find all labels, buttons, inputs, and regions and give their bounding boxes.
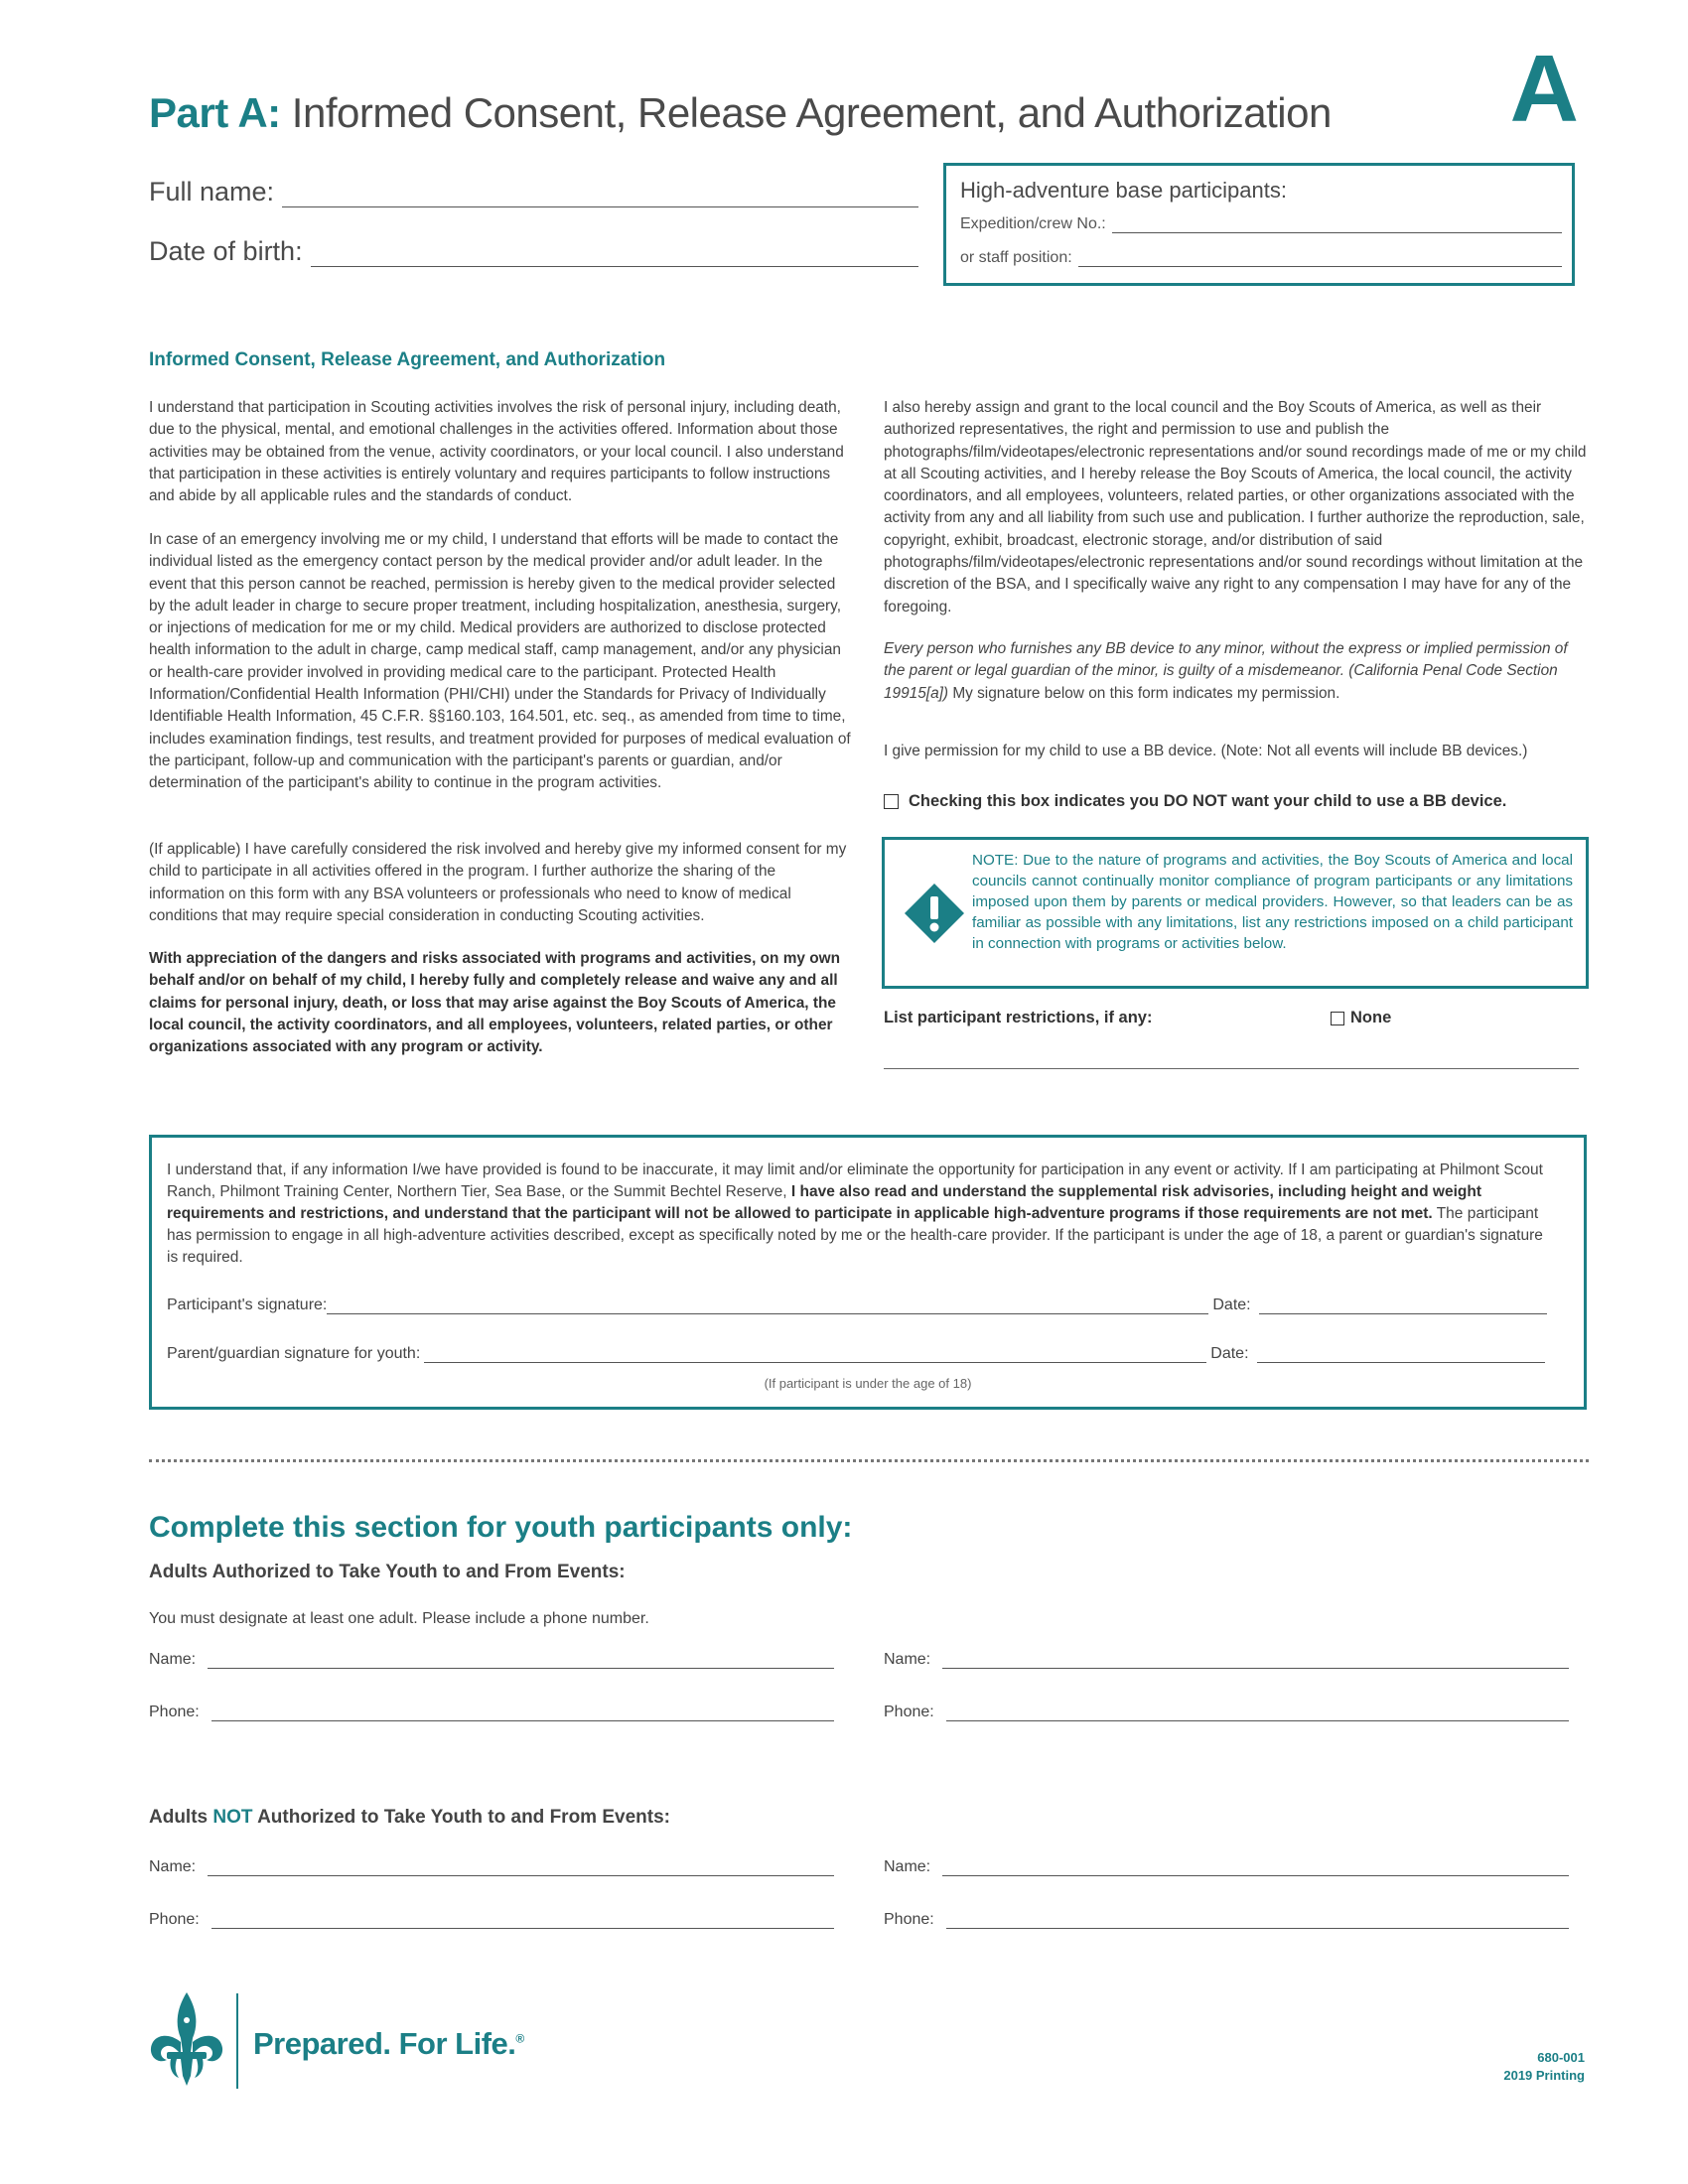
authorized-name-1[interactable] (149, 1651, 834, 1669)
participant-signature-label: Participant's signature: (167, 1297, 328, 1313)
phone-label: Phone: (149, 1911, 200, 1928)
under-18-note: (If participant is under the age of 18) (764, 1376, 972, 1391)
none-option[interactable] (1331, 1009, 1391, 1027)
form-code (1503, 2049, 1585, 2085)
dob-field[interactable] (149, 236, 918, 267)
title-lead: Part A: (149, 89, 281, 136)
media-paragraph: I also hereby assign and grant to the local council and the Boy Scouts of America, as well as their authorized representatives, the right and permission to use and publish the photographs/film/videotapes/electronic representations and/or sound recordings made of me or my child at all Scouting activities, and I hereby release the Boy Scouts of America, the local council, the activity coordinators, and all employees, volunteers, related parties, or other organizations associated with the activity from any and all liability from such use and publication. I further authorize the reproduction, sale, copyright, exhibit, broadcast, electronic storage, and/or distribution of said photographs/film/videotapes/electronic representations and/or sound recordings without limitation at the discretion of the BSA, and I specifically waive any right to any compensation I may have for any of the foregoing. (884, 399, 1587, 615)
consent-paragraph-2: In case of an emergency involving me or my child, I understand that efforts will be made to contact the individual listed as the emergency contact person by the medical provider and/or adult leader. In the event that this person cannot be reached, permission is hereby given to the medical provider selected by the adult leader in charge to secure proper treatment, including hospitalization, anesthesia, surgery, or injections of medication for me or my child. Medical providers are authorized to disclose protected health information to the adult in charge, camp medical staff, camp management, and/or any physician or health-care provider involved in providing medical care to the participant. Protected Health Information/Confidential Health Information (PHI/CHI) under the Standards for Privacy of Individually Identifiable Health Information, 45 C.F.R. §§160.103, 164.501, etc. seq., as amended from time to time, includes examination findings, test results, and treatment provided for purposes of medical evaluation of the participant, follow-up and communication with the participant's parents or guardian, and/or determination of the participant's ability to continue in the program activities. (149, 531, 851, 792)
phone-label: Phone: (149, 1704, 200, 1720)
not-authorized-phone-1[interactable] (149, 1911, 834, 1929)
none-label: None (1350, 1009, 1392, 1026)
name-label: Name: (884, 1651, 931, 1668)
staff-label: or staff position: (960, 249, 1072, 266)
crew-number-field[interactable] (960, 215, 1562, 233)
name-label: Name: (884, 1858, 931, 1875)
bb-opt-out-checkbox[interactable] (884, 794, 899, 809)
signature-statement (167, 1160, 1557, 1269)
participant-date-line[interactable] (1259, 1299, 1547, 1314)
name-line[interactable] (942, 1654, 1569, 1669)
authorized-phone-1[interactable] (149, 1704, 834, 1721)
authorized-adults-heading: Adults Authorized to Take Youth to and From Events: (149, 1562, 626, 1582)
dob-label: Date of birth: (149, 236, 303, 266)
parent-date-line[interactable] (1257, 1348, 1545, 1363)
logo-divider (236, 1993, 238, 2089)
not-authorized-heading (149, 1807, 670, 1829)
note-box (882, 837, 1589, 989)
none-checkbox[interactable] (1331, 1012, 1344, 1025)
consent-paragraph-1: I understand that participation in Scouting activities involves the risk of personal injury, including death, due to the physical, mental, and emotional challenges in the activities offered. Information about those activities may be obtained from the venue, activity coordinators, or your local council. I also understand that participation in these activities is entirely voluntary and requires participants to follow instructions and abide by all applicable rules and the standards of conduct. (149, 399, 844, 505)
release-paragraph: With appreciation of the dangers and risks associated with programs and activities, on my own behalf and/or on behalf of my child, I hereby fully and completely release and waive any and all claims for personal injury, death, or loss that may arise against the Boy Scouts of America, the local council, the activity coordinators, and all employees, volunteers, related parties, or other organizations associated with any program or activity. (149, 950, 841, 1056)
bb-law-rest: My signature below on this form indicates my permission. (948, 684, 1340, 702)
not-authorized-post: Authorized to Take Youth to and From Events: (252, 1807, 670, 1828)
signature-text-c: The participant has permission to engage in all high-adventure activities described, except as specifically noted by me or the health-care provider. If the participant is under the age of 18, a parent or guardian's signature is required. (167, 1205, 1543, 1266)
crew-line[interactable] (1112, 218, 1562, 233)
consent-paragraph-3: (If applicable) I have carefully considered the risk involved and hereby give my informed consent for my child to participate in all activities offered in the program. I further authorize the sharing of the information on this form with any BSA volunteers or professionals who need to know of medical conditions that may require special consideration in conducting Scouting activities. (149, 841, 847, 924)
restrictions-line[interactable] (884, 1067, 1579, 1069)
designate-note: You must designate at least one adult. Please include a phone number. (149, 1610, 649, 1627)
staff-line[interactable] (1078, 252, 1562, 267)
parent-signature-label: Parent/guardian signature for youth: (167, 1345, 421, 1362)
parent-date-label: Date: (1210, 1345, 1249, 1362)
staff-position-field[interactable] (960, 249, 1562, 267)
name-line[interactable] (942, 1861, 1569, 1876)
page-title (149, 89, 1332, 137)
signature-box (149, 1135, 1587, 1410)
dob-line[interactable] (311, 242, 918, 267)
note-text: NOTE: Due to the nature of programs and activities, the Boy Scouts of America and local councils cannot continually monitor compliance of program participants or any limitations imposed upon them by parents or medical providers. However, so that leaders can be as familiar as possible with any limitations, list any restrictions imposed on a child participant in connection with programs or activities below. (972, 852, 1573, 952)
parent-signature-row[interactable] (167, 1345, 1545, 1363)
high-adventure-box (943, 163, 1575, 286)
not-authorized-name-2[interactable] (884, 1858, 1569, 1876)
not-authorized-phone-2[interactable] (884, 1911, 1569, 1929)
printing-year: 2019 Printing (1503, 2068, 1585, 2083)
bb-law-italic: Every person who furnishes any BB device to any minor, without the express or implied permission of the parent or legal guardian of the minor, is guilty of a misdemeanor. (California Penal Code Section 19915[a]) (884, 640, 1568, 702)
not-authorized-pre: Adults (149, 1807, 213, 1828)
not-authorized-emphasis: NOT (212, 1807, 253, 1828)
crew-label: Expedition/crew No.: (960, 215, 1106, 232)
full-name-label: Full name: (149, 177, 275, 206)
title-rest: Informed Consent, Release Agreement, and Authorization (280, 89, 1332, 136)
motto-text: Prepared. For Life. (253, 2026, 516, 2061)
bb-permission-paragraph: I give permission for my child to use a BB device. (Note: Not all events will include BB devices.) (884, 743, 1528, 759)
youth-section-heading: Complete this section for youth participants only: (149, 1511, 853, 1544)
signature-text-a: I understand that, if any information I/we have provided is found to be inaccurate, it may limit and/or eliminate the opportunity for participation in any event or activity. If I am participating at Philmont Scout Ranch, Philmont Training Center, Northern Tier, Sea Base, or the Summit Bechtel Reserve, (167, 1161, 1543, 1200)
participant-signature-row[interactable] (167, 1297, 1547, 1314)
part-badge: A (1509, 36, 1579, 142)
name-label: Name: (149, 1651, 197, 1668)
phone-line[interactable] (946, 1914, 1569, 1929)
name-label: Name: (149, 1858, 197, 1875)
bb-opt-out[interactable] (884, 792, 1506, 811)
phone-line[interactable] (211, 1914, 834, 1929)
bb-law-paragraph (884, 638, 1591, 705)
authorized-name-2[interactable] (884, 1651, 1569, 1669)
phone-line[interactable] (946, 1706, 1569, 1721)
not-authorized-name-1[interactable] (149, 1858, 834, 1876)
full-name-line[interactable] (282, 183, 918, 207)
restrictions-label: List participant restrictions, if any: (884, 1009, 1153, 1026)
motto (253, 2026, 524, 2062)
authorized-phone-2[interactable] (884, 1704, 1569, 1721)
participant-date-label: Date: (1212, 1297, 1251, 1313)
fleur-de-lis-icon (147, 1990, 226, 2090)
phone-label: Phone: (884, 1704, 934, 1720)
registered-mark: ® (515, 2031, 524, 2046)
hab-title: High-adventure base participants: (960, 178, 1287, 203)
bb-opt-out-label: Checking this box indicates you DO NOT want your child to use a BB device. (909, 792, 1507, 810)
name-line[interactable] (208, 1654, 834, 1669)
section-divider (149, 1459, 1589, 1462)
exclamation-diamond-icon (905, 884, 964, 943)
name-line[interactable] (208, 1861, 834, 1876)
consent-heading: Informed Consent, Release Agreement, and Authorization (149, 349, 666, 370)
phone-line[interactable] (211, 1706, 834, 1721)
parent-signature-line[interactable] (424, 1348, 1206, 1363)
signature-text-b: I have also read and understand the supplemental risk advisories, including height and weight requirements and restrictions, and understand that the participant will not be allowed to participate in applicable high-adventure programs if those requirements are not met. (167, 1183, 1481, 1222)
participant-signature-line[interactable] (327, 1299, 1208, 1314)
full-name-field[interactable] (149, 177, 918, 207)
form-number: 680-001 (1537, 2050, 1585, 2065)
phone-label: Phone: (884, 1911, 934, 1928)
